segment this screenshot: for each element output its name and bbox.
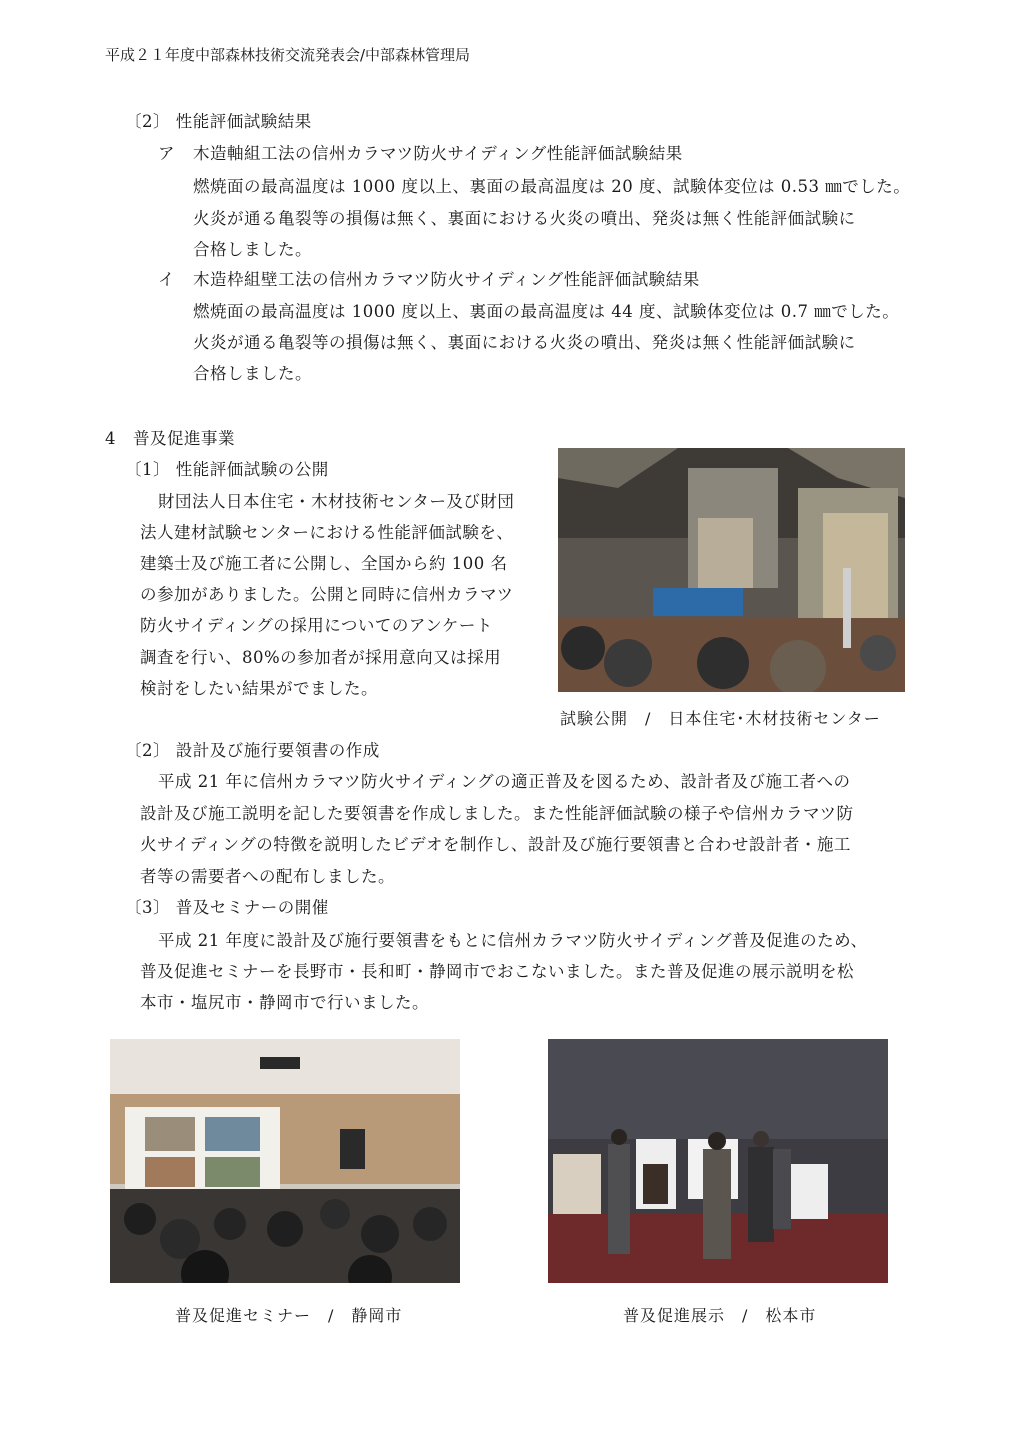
photo-seminar bbox=[110, 1039, 460, 1283]
section-heading-perf-results: 〔2〕 性能評価試験結果 bbox=[125, 112, 312, 131]
item-i-line: 燃焼面の最高温度は 1000 度以上、裏面の最高温度は 44 度、試験体変位は 0.7 ㎜でした。 bbox=[193, 302, 900, 321]
sub1-line: の参加がありました。公開と同時に信州カラマツ bbox=[140, 585, 514, 604]
item-i-marker: イ bbox=[158, 270, 175, 289]
item-a-line: 燃焼面の最高温度は 1000 度以上、裏面の最高温度は 20 度、試験体変位は 0.53 ㎜でした。 bbox=[193, 177, 911, 196]
sub2-line: 設計及び施工説明を記した要領書を作成しました。また性能評価試験の様子や信州カラマツ防 bbox=[140, 804, 854, 823]
item-i-line: 火炎が通る亀裂等の損傷は無く、裏面における火炎の噴出、発炎は無く性能評価試験に bbox=[193, 333, 856, 352]
sub3-line: 普及促進セミナーを長野市・長和町・静岡市でおこないました。また普及促進の展示説明を松 bbox=[140, 962, 854, 981]
sub2-line: 火サイディングの特徴を説明したビデオを制作し、設計及び施行要領書と合わせ設計者・施工 bbox=[140, 835, 851, 854]
item-i-line: 合格しました。 bbox=[193, 364, 312, 383]
photo-exhibit bbox=[548, 1039, 888, 1283]
sub3-heading: 〔3〕 普及セミナーの開催 bbox=[125, 898, 329, 917]
sub2-line: 者等の需要者への配布しました。 bbox=[140, 867, 395, 886]
sub1-line: 建築士及び施工者に公開し、全国から約 100 名 bbox=[140, 554, 508, 573]
item-a-marker: ア bbox=[158, 144, 175, 163]
sub2-line: 平成 21 年に信州カラマツ防火サイディングの適正普及を図るため、設計者及び施工者への bbox=[158, 772, 851, 791]
item-a-title: 木造軸組工法の信州カラマツ防火サイディング性能評価試験結果 bbox=[193, 144, 683, 163]
section-4-heading: 4 普及促進事業 bbox=[105, 429, 235, 448]
item-i-title: 木造枠組壁工法の信州カラマツ防火サイディング性能評価試験結果 bbox=[193, 270, 700, 289]
page-header: 平成２１年度中部森林技術交流発表会/中部森林管理局 bbox=[105, 46, 471, 64]
sub1-line: 財団法人日本住宅・木材技術センター及び財団 bbox=[158, 492, 515, 511]
photo-exhibit-caption: 普及促進展示 / 松本市 bbox=[623, 1306, 817, 1325]
sub3-line: 本市・塩尻市・静岡市で行いました。 bbox=[140, 993, 429, 1012]
photo-test-public-caption: 試験公開 / 日本住宅･木材技術センター bbox=[560, 709, 881, 728]
photo-seminar-caption: 普及促進セミナー / 静岡市 bbox=[175, 1306, 403, 1325]
photo-test-public bbox=[558, 448, 905, 692]
sub1-line: 防火サイディングの採用についてのアンケート bbox=[140, 616, 493, 635]
item-a-line: 合格しました。 bbox=[193, 240, 312, 259]
sub1-heading: 〔1〕 性能評価試験の公開 bbox=[125, 460, 329, 479]
sub2-heading: 〔2〕 設計及び施行要領書の作成 bbox=[125, 741, 380, 760]
sub1-line: 検討をしたい結果がでました。 bbox=[140, 679, 378, 698]
sub1-line: 法人建材試験センターにおける性能評価試験を、 bbox=[140, 523, 514, 542]
item-a-line: 火炎が通る亀裂等の損傷は無く、裏面における火炎の噴出、発炎は無く性能評価試験に bbox=[193, 209, 856, 228]
sub3-line: 平成 21 年度に設計及び施行要領書をもとに信州カラマツ防火サイディング普及促進のため、 bbox=[158, 931, 868, 950]
sub1-line: 調査を行い、80%の参加者が採用意向又は採用 bbox=[140, 648, 502, 667]
